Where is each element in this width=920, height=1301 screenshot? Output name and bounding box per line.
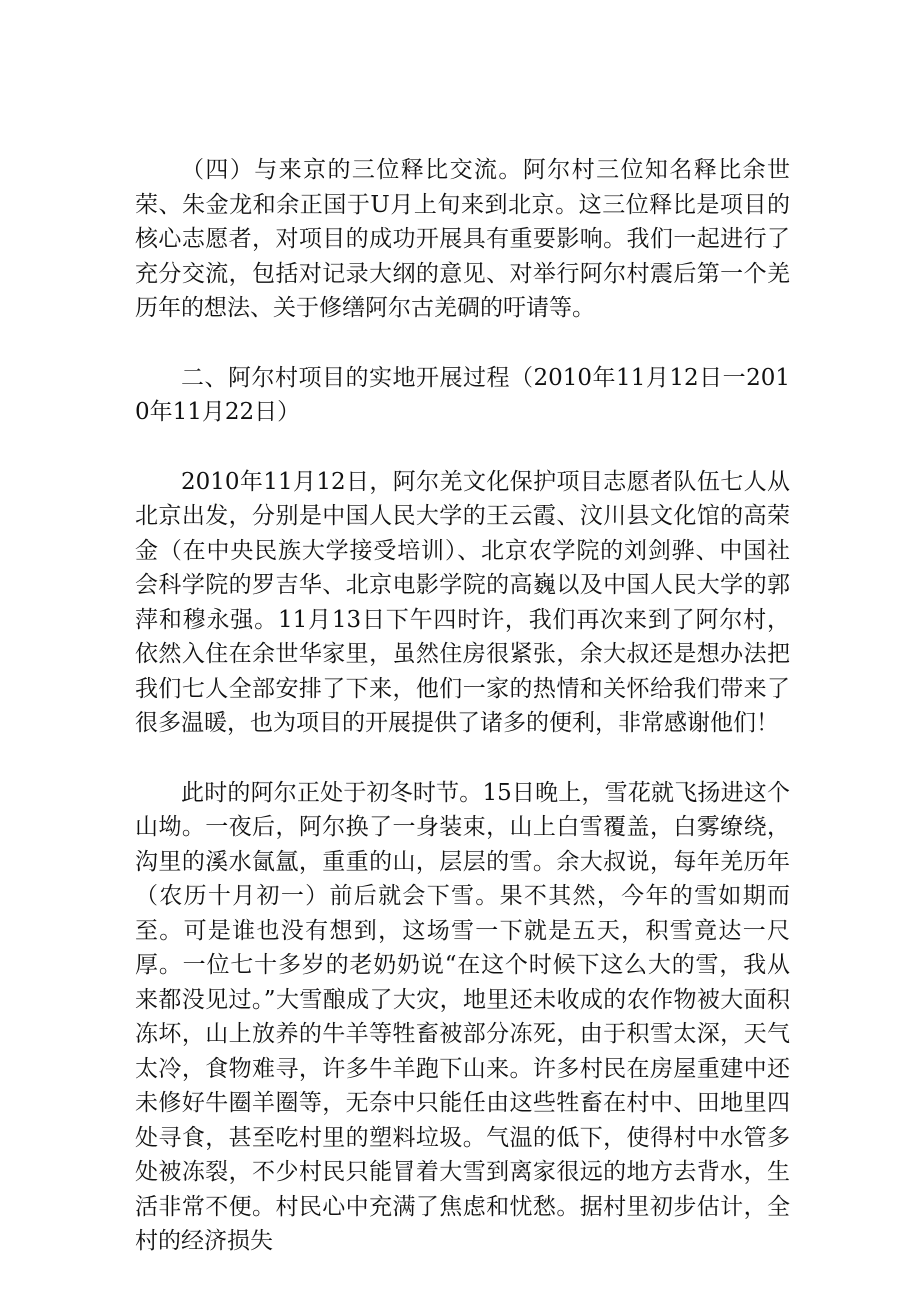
document-body xyxy=(135,153,790,1294)
paragraph-exchange-with-shibi: （四）与来京的三位释比交流。阿尔村三位知名释比余世荣、朱金龙和余正国于U月上旬来到北京。这三位释比是项目的核心志愿者，对项目的成功开展具有重要影响。我们一起进行了充分交流，包括对记录大纲的意见、对举行阿尔村震后第一个羌历年的想法、关于修缮阿尔古羌碉的吁请等。 xyxy=(135,157,790,321)
section-heading-field-process: 二、阿尔村项目的实地开展过程（2010年11月12日一2010年11月22日） xyxy=(135,364,790,425)
paragraph-snow-disaster: 此时的阿尔正处于初冬时节。15日晚上，雪花就飞扬进这个山坳。一夜后，阿尔换了一身装束，山上白雪覆盖，白雾缭绕，沟里的溪水氤氲，重重的山，层层的雪。余大叔说，每年羌历年（农历十月初一）前后就会下雪。果不其然，今年的雪如期而至。可是谁也没有想到，这场雪一下就是五天，积雪竟达一尺厚。一位七十多岁的老奶奶说“在这个时候下这么大的雪，我从来都没见过。”大雪酿成了大灾，地里还未收成的农作物被大面积冻坏，山上放养的牛羊等牲畜被部分冻死，由于积雪太深，天气太冷，食物难寻，许多牛羊跑下山来。许多村民在房屋重建中还未修好牛圈羊圈等，无奈中只能任由这些牲畜在村中、田地里四处寻食，甚至吃村里的塑料垃圾。气温的低下，使得村中水管多处被冻裂，不少村民只能冒着大雪到离家很远的地方去背水，生活非常不便。村民心中充满了焦虑和忧愁。据村里初步估计，全村的经济损失 xyxy=(135,779,790,1254)
paragraph-volunteer-team: 2010年11月12日，阿尔羌文化保护项目志愿者队伍七人从北京出发，分别是中国人民大学的王云霞、汶川县文化馆的高荣金（在中央民族大学接受培训）、北京农学院的刘剑骅、中国社会科学院的罗吉华、北京电影学院的高巍以及中国人民大学的郭萍和穆永强。11月13日下午四时许，我们再次来到了阿尔村，依然入住在余世华家里，虽然住房很紧张，余大叔还是想办法把我们七人全部安排了下来，他们一家的热情和关怀给我们带来了很多温暖，也为项目的开展提供了诸多的便利，非常感谢他们！ xyxy=(135,468,790,736)
